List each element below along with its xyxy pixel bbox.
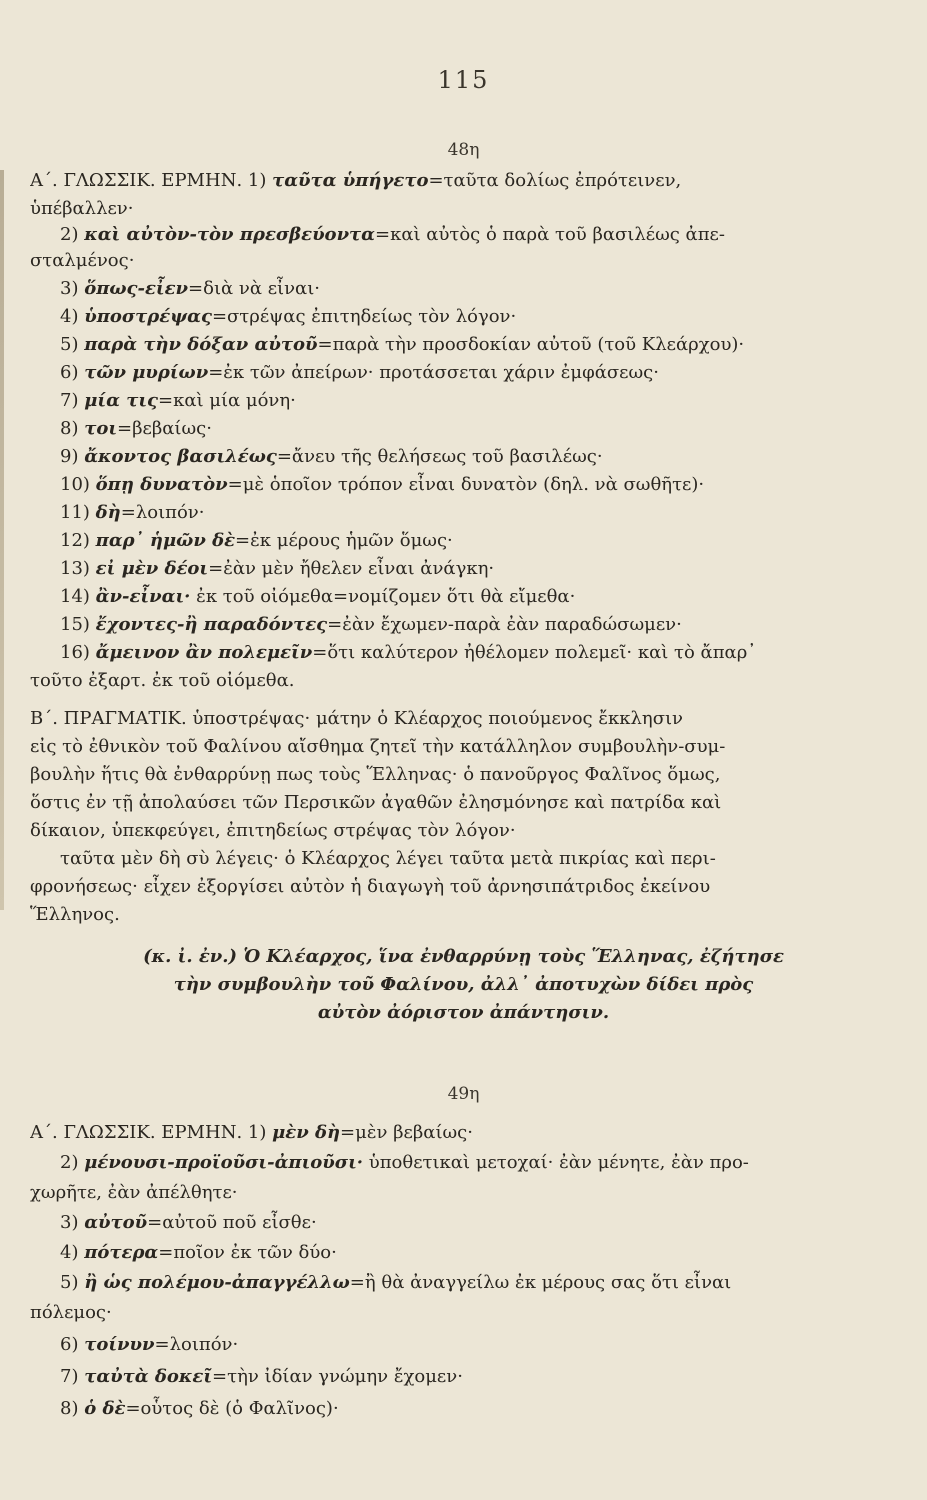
- commentary-line: Ἕλληνος.: [30, 904, 120, 925]
- commentary-line: Β΄. ΠΡΑΓΜΑΤΙΚ. ὑποστρέψας· μάτην ὁ Κλέαρχος ποιούμενος ἔκκλησιν: [30, 708, 683, 729]
- gloss-line: 4) ὑποστρέψας=στρέψας ἐπιτηδείως τὸν λόγον·: [60, 306, 517, 327]
- gloss-line: 6) τῶν μυρίων=ἐκ τῶν ἀπείρων· προτάσσεται χάριν ἐμφάσεως·: [60, 362, 659, 383]
- commentary-line: εἰς τὸ ἐθνικὸν τοῦ Φαλίνου αἴσθημα ζητεῖ τὴν κατάλληλον συμβουλὴν-συμ-: [30, 736, 726, 757]
- gloss-line: τοῦτο ἐξαρτ. ἐκ τοῦ οἰόμεθα.: [30, 670, 295, 691]
- gloss-line: 12) παρ᾽ ἡμῶν δὲ=ἐκ μέρους ἡμῶν ὅμως·: [60, 530, 453, 551]
- gloss-line: Α΄. ΓΛΩΣΣΙΚ. ΕΡΜΗΝ. 1) μὲν δὴ=μὲν βεβαίως·: [30, 1122, 473, 1143]
- gloss-line: 7) ταὐτὰ δοκεῖ=τὴν ἰδίαν γνώμην ἔχομεν·: [60, 1366, 463, 1387]
- gloss-line: σταλμένος·: [30, 250, 135, 271]
- gloss-line: 16) ἄμεινον ἂν πολεμεῖν=ὅτι καλύτερον ἠθέλομεν πολεμεῖ· καὶ τὸ ἄπαρ᾽: [60, 642, 757, 663]
- summary-line: αὐτὸν ἀόριστον ἀπάντησιν.: [317, 1002, 610, 1023]
- gloss-line: πόλεμος·: [30, 1302, 112, 1323]
- page-edge-shadow: [0, 170, 4, 910]
- gloss-line: 5) παρὰ τὴν δόξαν αὐτοῦ=παρὰ τὴν προσδοκίαν αὐτοῦ (τοῦ Κλεάρχου)·: [60, 334, 745, 355]
- gloss-line: 11) δὴ=λοιπόν·: [60, 502, 205, 523]
- gloss-line: 14) ἂν-εἶναι· ἐκ τοῦ οἰόμεθα=νομίζομεν ὅτι θὰ εἴμεθα·: [60, 586, 576, 607]
- gloss-line: 8) ὁ δὲ=οὗτος δὲ (ὁ Φαλῖνος)·: [60, 1398, 339, 1419]
- gloss-line: Α΄. ΓΛΩΣΣΙΚ. ΕΡΜΗΝ. 1) ταῦτα ὑπήγετο=ταῦτα δολίως ἐπρότεινεν,: [30, 170, 682, 191]
- gloss-line: 8) τοι=βεβαίως·: [60, 418, 212, 439]
- page-number: 115: [437, 66, 490, 94]
- commentary-line: δίκαιον, ὑπεκφεύγει, ἐπιτηδείως στρέψας τὸν λόγον·: [30, 820, 516, 841]
- gloss-line: 7) μία τις=καὶ μία μόνη·: [60, 390, 296, 411]
- section-heading-48: 48η: [447, 140, 480, 160]
- gloss-line: 6) τοίνυν=λοιπόν·: [60, 1334, 239, 1355]
- commentary-line: ὅστις ἐν τῇ ἀπολαύσει τῶν Περσικῶν ἀγαθῶν ἐλησμόνησε καὶ πατρίδα καὶ: [30, 792, 722, 813]
- commentary-line: βουλὴν ἥτις θὰ ἐνθαρρύνῃ πως τοὺς Ἕλληνας· ὁ πανοῦργος Φαλῖνος ὅμως,: [30, 764, 721, 785]
- gloss-line: 13) εἰ μὲν δέοι=ἐὰν μὲν ἤθελεν εἶναι ἀνάγκη·: [60, 558, 495, 579]
- gloss-line: 15) ἔχοντες-ἢ παραδόντες=ἐὰν ἔχωμεν-παρὰ ἐὰν παραδώσωμεν·: [60, 614, 682, 635]
- gloss-line: 10) ὅπῃ δυνατὸν=μὲ ὁποῖον τρόπον εἶναι δυνατὸν (δηλ. νὰ σωθῆτε)·: [60, 474, 705, 495]
- section-heading-49: 49η: [447, 1084, 480, 1104]
- gloss-line: 9) ἄκοντος βασιλέως=ἄνευ τῆς θελήσεως τοῦ βασιλέως·: [60, 446, 603, 467]
- summary-line: τὴν συμβουλὴν τοῦ Φαλίνου, ἀλλ᾽ ἀποτυχὼν δίδει πρὸς: [173, 974, 754, 995]
- commentary-line: ταῦτα μὲν δὴ σὺ λέγεις· ὁ Κλέαρχος λέγει ταῦτα μετὰ πικρίας καὶ περι-: [60, 848, 716, 869]
- gloss-line: 2) μένουσι-προϊοῦσι-ἀπιοῦσι· ὑποθετικαὶ μετοχαί· ἐὰν μένητε, ἐὰν προ-: [60, 1152, 749, 1173]
- gloss-line: 4) πότερα=ποῖον ἐκ τῶν δύο·: [60, 1242, 337, 1263]
- gloss-line: 3) ὅπως-εἶεν=διὰ νὰ εἶναι·: [60, 278, 320, 299]
- commentary-line: φρονήσεως· εἶχεν ἐξοργίσει αὐτὸν ἡ διαγωγὴ τοῦ ἀρνησιπάτριδος ἐκείνου: [30, 876, 711, 897]
- gloss-line: χωρῆτε, ἐὰν ἀπέλθητε·: [30, 1182, 238, 1203]
- gloss-line: ὑπέβαλλεν·: [30, 198, 134, 219]
- gloss-line: 5) ἢ ὡς πολέμου-ἀπαγγέλλω=ἢ θὰ ἀναγγείλω ἐκ μέρους σας ὅτι εἶναι: [60, 1272, 732, 1293]
- gloss-line: 3) αὐτοῦ=αὐτοῦ ποῦ εἶσθε·: [60, 1212, 317, 1233]
- gloss-line: 2) καὶ αὐτὸν-τὸν πρεσβεύοντα=καὶ αὐτὸς ὁ παρὰ τοῦ βασιλέως ἀπε-: [60, 224, 725, 245]
- summary-line: (κ. ἰ. ἐν.) Ὁ Κλέαρχος, ἵνα ἐνθαρρύνῃ τοὺς Ἕλληνας, ἐζήτησε: [143, 946, 784, 967]
